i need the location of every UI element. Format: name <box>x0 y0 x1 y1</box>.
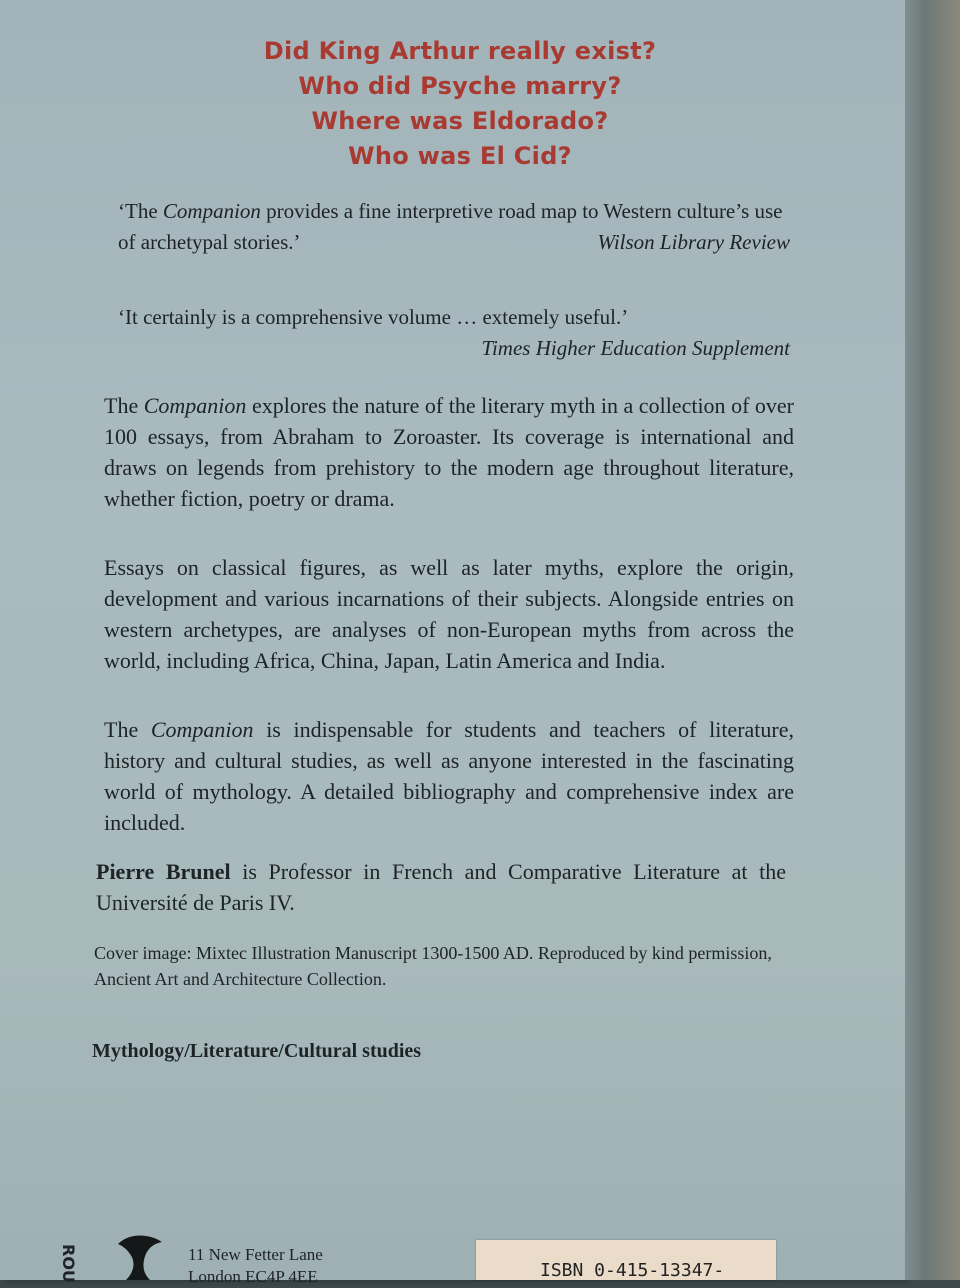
question-3: Where was Eldorado? <box>311 107 609 135</box>
review-source-2: Times Higher Education Supplement <box>481 336 790 360</box>
description-paragraph-2: Essays on classical figures, as well as later myths, explore the origin, development and various incarnations of their subjects. Alongside entries on western archetypes, are analyses of non-European myths from across the world, including Africa, China, Japan, Latin America and India. <box>104 555 794 673</box>
review-quote-2: ‘It certainly is a comprehensive volume … extemely useful.’ Times Higher Education Supplement <box>118 302 790 364</box>
question-4: Who was El Cid? <box>348 142 572 170</box>
publisher-logo-text: ROU <box>59 1244 78 1283</box>
publisher-logo-icon <box>116 1232 166 1280</box>
question-1: Did King Arthur really exist? <box>263 37 657 65</box>
book-spine-edge <box>905 0 960 1280</box>
author-bio: Pierre Brunel is Professor in French and Comparative Literature at the Université de Paris IV. <box>96 859 787 915</box>
address-line-2: London EC4P 4EE <box>188 1267 318 1286</box>
author-name: Pierre Brunel <box>96 859 231 884</box>
isbn-text: ISBN 0-415-13347- <box>540 1260 725 1281</box>
publisher-address <box>188 1244 323 1288</box>
review-source-1: Wilson Library Review <box>597 230 790 254</box>
review-quote-1: ‘The Companion provides a fine interpretive road map to Western culture’s use of archetypal stories.’ Wilson Library Review <box>118 196 790 258</box>
question-2: Who did Psyche marry? <box>298 72 622 100</box>
description-paragraph-1: The Companion explores the nature of the literary myth in a collection of over 100 essays, from Abraham to Zoroaster. Its coverage is international and draws on legends from prehistory to the modern age throughout literature, whether fiction, poetry or drama. <box>104 393 795 511</box>
teaser-questions <box>230 34 690 174</box>
description-paragraph-3: The Companion is indispensable for students and teachers of literature, history and cultural studies, as well as anyone interested in the fascinating world of mythology. A detailed bibliography and comprehensive index are included. <box>104 717 794 835</box>
isbn-sticker <box>476 1240 776 1280</box>
subject-category: Mythology/Literature/Cultural studies <box>92 1040 422 1062</box>
address-line-1: 11 New Fetter Lane <box>188 1245 323 1264</box>
cover-credit: Cover image: Mixtec Illustration Manuscript 1300-1500 AD. Reproduced by kind permission, Ancient Art and Architecture Collection. <box>94 943 772 989</box>
